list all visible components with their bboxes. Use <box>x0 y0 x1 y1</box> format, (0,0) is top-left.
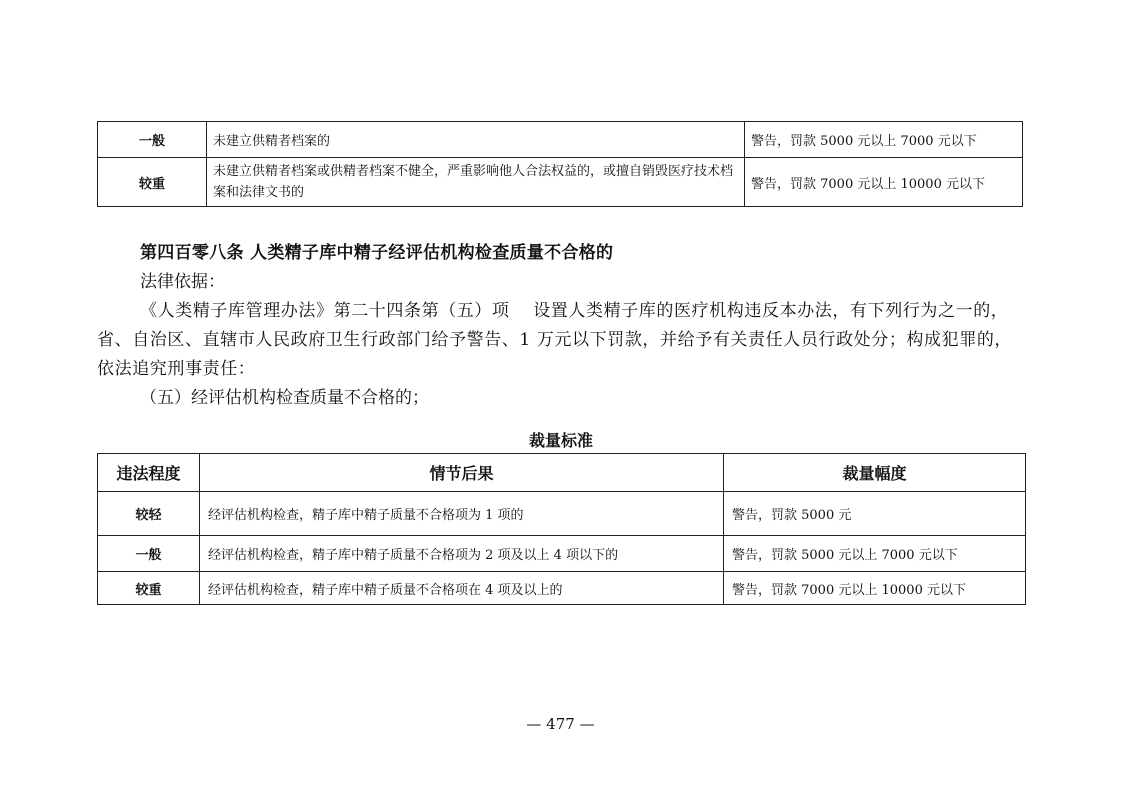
table-row <box>98 158 1023 207</box>
violation-item: （五）经评估机构检查质量不合格的； <box>140 388 429 408</box>
circumstance-cell: 经评估机构检查，精子库中精子质量不合格项为 1 项的 <box>200 492 724 536</box>
penalty-cell: 警告，罚款 5000 元以上 7000 元以下 <box>745 122 1023 158</box>
table-row <box>98 536 1026 572</box>
penalty-cell: 警告，罚款 7000 元以上 10000 元以下 <box>724 572 1026 605</box>
table-caption: 裁量标准 <box>528 431 593 450</box>
header-penalty: 裁量幅度 <box>724 454 1026 492</box>
penalty-cell: 警告，罚款 7000 元以上 10000 元以下 <box>745 158 1023 207</box>
legal-basis-label: 法律依据： <box>140 272 225 292</box>
table-header-row <box>98 454 1026 492</box>
legal-basis-text: 《人类精子库管理办法》第二十四条第（五）项 设置人类精子库的医疗机构违反本办法，有下列行为之一的，省、自治区、直辖市人民政府卫生行政部门给予警告、1 万元以下罚款，并给予有关责任人员行政处分；构成犯罪的，依法追究刑事责任： <box>97 301 1013 379</box>
page-number: — 477 — <box>526 715 595 733</box>
header-level: 违法程度 <box>98 454 200 492</box>
table-row <box>98 492 1026 536</box>
circumstance-cell: 未建立供精者档案或供精者档案不健全，严重影响他人合法权益的，或擅自销毁医疗技术档案和法律文书的 <box>207 158 745 207</box>
level-cell: 较重 <box>98 158 207 207</box>
article-heading: 第四百零八条 人类精子库中精子经评估机构检查质量不合格的 <box>140 243 614 263</box>
table-row <box>98 122 1023 158</box>
level-cell: 一般 <box>98 536 200 572</box>
continued-standard-table <box>97 121 1023 207</box>
penalty-cell: 警告，罚款 5000 元以上 7000 元以下 <box>724 536 1026 572</box>
penalty-cell: 警告，罚款 5000 元 <box>724 492 1026 536</box>
level-cell: 较重 <box>98 572 200 605</box>
level-cell: 一般 <box>98 122 207 158</box>
level-cell: 较轻 <box>98 492 200 536</box>
header-circumstance: 情节后果 <box>200 454 724 492</box>
circumstance-cell: 经评估机构检查，精子库中精子质量不合格项为 2 项及以上 4 项以下的 <box>200 536 724 572</box>
circumstance-cell: 经评估机构检查，精子库中精子质量不合格项在 4 项及以上的 <box>200 572 724 605</box>
table-row <box>98 572 1026 605</box>
standard-table <box>97 453 1026 605</box>
circumstance-cell: 未建立供精者档案的 <box>207 122 745 158</box>
